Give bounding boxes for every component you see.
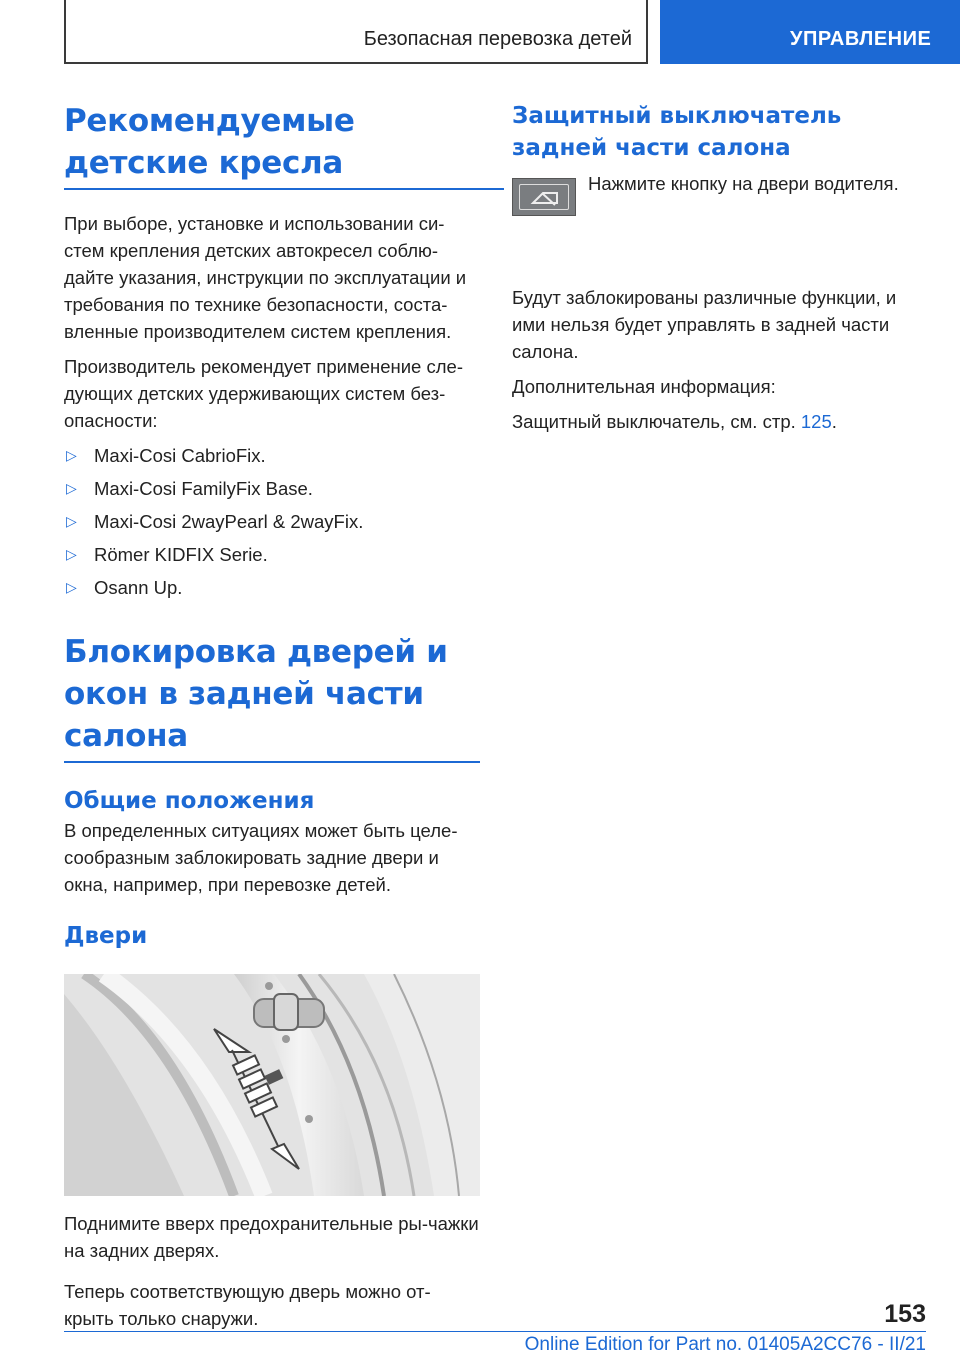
heading-general: Общие положения [64, 788, 315, 814]
paragraph-selection: При выборе, установке и использовании си-стем крепления детских автокресел соблю-дайте указания, инструкции по эксплуатации и требования по технике безопасности, соста-вленные производителем систем крепления. [64, 213, 467, 342]
header-section-box [64, 0, 648, 64]
heading-recommended-seats: Рекомендуемые детские кресла [64, 100, 504, 190]
seat-list [64, 442, 480, 601]
door-lock-image [64, 974, 480, 1196]
paragraph-reference: Защитный выключатель, см. стр. 125. [512, 411, 837, 432]
triangle-bullet-icon: ▷ [66, 447, 77, 463]
triangle-bullet-icon: ▷ [66, 546, 77, 562]
paragraph-more-info: Дополнительная информация: [512, 376, 776, 397]
header-chapter-title: УПРАВЛЕНИЕ [790, 28, 932, 50]
footer-divider [64, 1331, 926, 1332]
list-item: ▷ Maxi-Cosi 2wayPearl & 2wayFix. [64, 508, 480, 535]
heading-safety-switch: Защитный выключатель задней части салона [512, 103, 842, 161]
window-lock-button-icon [512, 178, 576, 216]
list-item: ▷ Maxi-Cosi CabrioFix. [64, 442, 480, 469]
footer-edition: Online Edition for Part no. 01405A2CC76 - II/21 [524, 1334, 926, 1355]
page-number: 153 [884, 1300, 926, 1328]
paragraph-general: В определенных ситуациях может быть целе-сообразным заблокировать задние двери и окна, например, при перевозке детей. [64, 820, 458, 895]
list-item: ▷ Maxi-Cosi FamilyFix Base. [64, 475, 480, 502]
door-child-lock-illustration [64, 974, 480, 1196]
list-item: ▷ Römer KIDFIX Serie. [64, 541, 480, 568]
triangle-bullet-icon: ▷ [66, 513, 77, 529]
paragraph-manufacturer: Производитель рекомендует применение сле-дующих детских удерживающих систем без-опасности: [64, 356, 463, 431]
paragraph-raise-levers: Поднимите вверх предохранительные ры-чажки на задних дверях. [64, 1213, 479, 1261]
paragraph-open-outside: Теперь соответствующую дверь можно от-крыть только снаружи. [64, 1281, 431, 1329]
list-item: ▷ Osann Up. [64, 574, 480, 601]
header-chapter-box [660, 0, 960, 64]
heading-door-window-lock: Блокировка дверей и окон в задней части салона [64, 631, 480, 763]
paragraph-press-button: Нажмите кнопку на двери водителя. [588, 173, 899, 194]
header-section-title: Безопасная перевозка детей [363, 28, 632, 50]
triangle-bullet-icon: ▷ [66, 579, 77, 595]
heading-doors: Двери [64, 923, 148, 949]
paragraph-functions-blocked: Будут заблокированы различные функции, и ими нельзя будет управлять в задней части салона. [512, 287, 897, 362]
right-column [512, 100, 928, 435]
triangle-bullet-icon: ▷ [66, 480, 77, 496]
page-link-125[interactable]: 125 [800, 411, 832, 432]
left-column [64, 100, 480, 1332]
